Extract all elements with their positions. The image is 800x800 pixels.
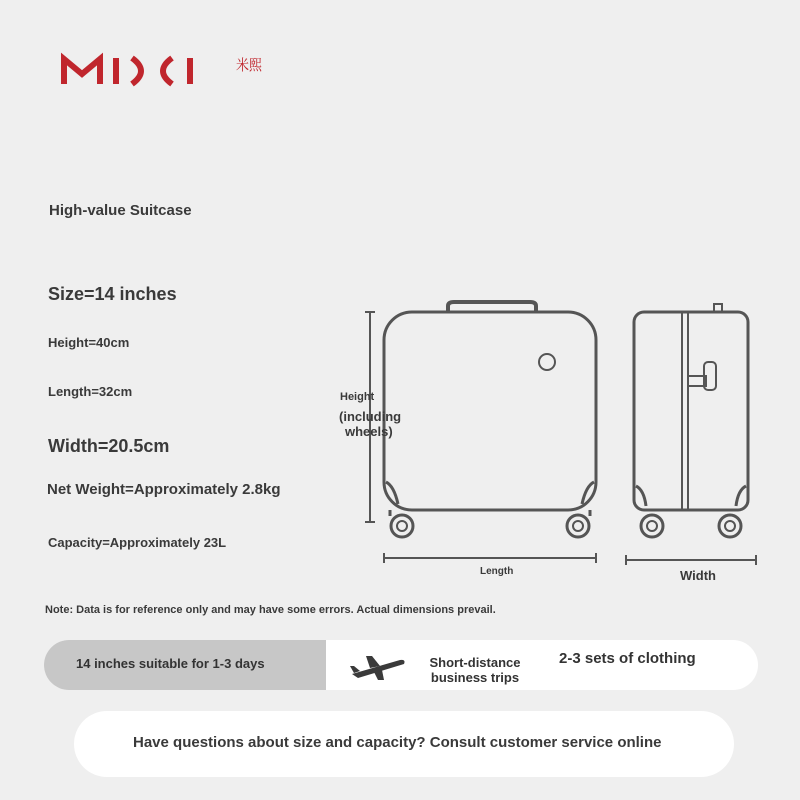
usage-banner <box>44 640 758 690</box>
height-label-line3: wheels) <box>345 424 393 439</box>
product-title: High-value Suitcase <box>49 202 192 219</box>
spec-net-weight: Net Weight=Approximately 2.8kg <box>47 481 281 498</box>
height-label-line2: (including <box>339 409 402 424</box>
side-wheel-right <box>719 515 741 537</box>
front-wheel-right <box>567 515 589 537</box>
spec-width: Width=20.5cm <box>48 436 170 456</box>
trip-type-text <box>414 655 536 685</box>
airplane-icon <box>348 652 408 682</box>
spec-size: Size=14 inches <box>48 284 177 304</box>
width-label: Width <box>680 568 716 583</box>
spec-length: Length=32cm <box>48 384 133 399</box>
side-shell <box>634 312 748 510</box>
length-label: Length <box>480 566 514 577</box>
brand-logo <box>60 50 270 90</box>
suitcase-diagram <box>330 290 770 590</box>
height-label: Height <box>340 391 375 403</box>
trip-line-2: business trips <box>430 670 520 685</box>
clothing-text: 2-3 sets of clothing <box>559 650 696 667</box>
front-wheel-left <box>391 515 413 537</box>
spec-height: Height=40cm <box>48 335 130 350</box>
spec-capacity: Capacity=Approximately 23L <box>48 535 227 550</box>
consult-customer-service-button[interactable] <box>74 711 734 777</box>
side-wheel-left <box>641 515 663 537</box>
duration-segment <box>44 640 326 690</box>
front-shell <box>384 312 596 510</box>
consult-text: Have questions about size and capacity? Consult customer service online <box>133 734 662 751</box>
duration-text: 14 inches suitable for 1-3 days <box>76 656 265 671</box>
disclaimer-note: Note: Data is for reference only and may have some errors. Actual dimensions prevail. <box>45 604 496 616</box>
trip-line-1: Short-distance <box>429 655 521 670</box>
brand-chinese-top: 米熙 <box>236 56 263 74</box>
